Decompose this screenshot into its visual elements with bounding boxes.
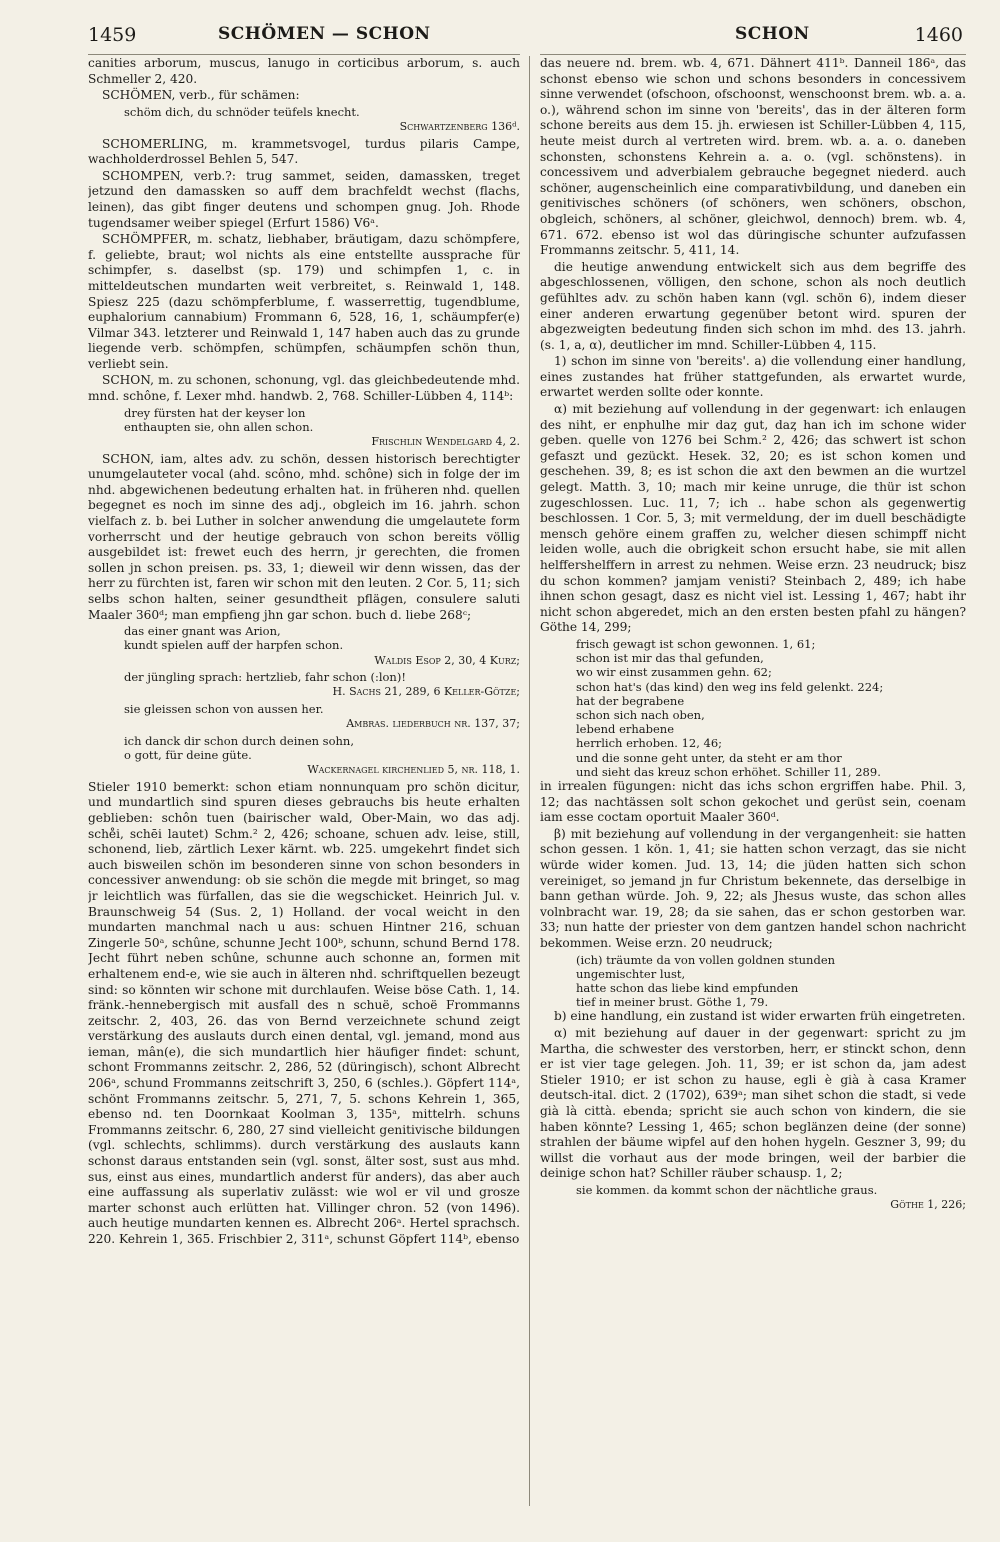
- verse-line: lebend erhabene: [576, 722, 675, 737]
- source-citation: Wackernagel kirchenlied 5, nr. 118, 1.: [307, 763, 520, 777]
- entry-paragraph: Stieler 1910 bemerkt: schon etiam nonnunquam pro schön dicitur, und mundartlich sind spuren dieses gebrauchs bis heute erhalten geblieben: schôn tuen (bairischer wald, Ober-Main, wo das adj. sche̊i, schēi lautet) Schm.² 2, 426; schoane, schuen adv. leise, still, schonend, lieb, zärtlich Lexer kärnt. wb. 225. umgekehrt findet sich auch bisweilen schön im besonderen sinne von schon besonders in concessiver anwendung: ob sie schön die megde mit bringet, so mag jr leichtlich was fürfallen, das sie die wegschicket. Heinrich Jul. v. Braunschweig 54 (Sus. 2, 1) Holland. der vocal weicht in den mundarten manchmal nach u aus: schuen Hintner 216, schuan Zingerle 50ᵃ, schûne, schunne Jecht 100ᵇ, schunn, schund Bernd 178. Jecht führt neben schûne, schunne auch schonne an, formen mit erhaltenem end-e, wie sie auch in älteren nhd. schriftquellen bezeugt sind: so könnten wir schone mit durchlaufen. Weise böse Cath. 1, 14. fränk.-hennebergisch mit ausfall des n schuë, schoë Frommanns zeitschr. 2, 403, 26. das von Bernd verzeichnete schund zeigt verstärkung des auslauts durch einen dental, vgl. jemand, mond aus ieman, mân(e), die sich mundartlich hier häufiger findet: schunt, schont Frommanns zeitschr. 2, 286, 52 (düringisch), schont Albrecht 206ᵃ, schund Frommanns zeitschrift 3, 250, 6 (schles.). Göpfert 114ᵃ, schönt Frommanns zeitschr. 5, 271, 7, 5. schons Kehrein 1, 365, ebenso nd. ten Doornkaat Koolman 3, 135ᵃ, mittelrh. schuns Frommanns zeitschr. 6, 280, 27 sind vielleicht genitivische bildungen (vgl. schlechts, schlimms). durch verstärkung des auslauts kann schonst daraus entstanden sein (vgl. sonst, älter sost, sust aus mhd. sus, einst aus eines, mundartlich anderst für anders), das aber auch eine auffassung als superlativ zulässt: wie wol er vil und grosze marter schonst auch erlütten hat. Villinger chron. 52 (von 1496). auch heutige mundarten kennen es. Albrecht 206ᵃ. Hertel sprachsch. 220. Kehrein 1, 365. Frischbier 2, 311ᵃ, schunst Göpfert 114ᵇ, ebenso: [88, 779, 520, 1247]
- verse-line: tief in meiner brust. Göthe 1, 79.: [576, 995, 769, 1010]
- source-citation: Schwartzenberg 136ᵈ.: [399, 119, 520, 133]
- left-column: [88, 56, 520, 1516]
- verse-line: drey fürsten hat der keyser lon: [124, 405, 306, 420]
- verse-line: und die sonne geht unter, da steht er am thor: [576, 750, 842, 765]
- verse-line: hat der begrabene: [576, 693, 685, 708]
- verse-line: sie kommen. da kommt schon der nächtliche graus.: [576, 1182, 878, 1197]
- entry-paragraph: das neuere nd. brem. wb. 4, 671. Dähnert 411ᵇ. Danneil 186ᵃ, das schonst ebenso wie schon und schons besonders in concessivem sinne verwendet (ofschoon, ofschoonst, wenschoonst brem. wb. a. a. o.), während schon im sinne von 'bereits', das in der älteren form schone bereits aus dem 15. jh. erwiesen ist Schiller-Lübben 4, 115, heute meist durch al vertreten wird. brem. wb. a. a. o. daneben schonsten, schonstens Kehrein a. a. o. (vgl. schönstens). in concessivem und adverbialem gebrauche begegnet niederd. auch schöner, augenscheinlich eine comparativbildung, und daneben ein genitivisches schöners (of schöners, wen schöners, obschon, obgleich, schöners, al schöner, gleichwol, dennoch) brem. wb. 4, 671. 672. ebenso ist wol das düringische schunter aufzufassen Frommanns zeitschr. 5, 411, 14.: [540, 56, 966, 258]
- right-page-number: 1460: [914, 24, 963, 46]
- entry-paragraph: SCHOMPEN, verb.?: trug sammet, seiden, damassken, treget jetzund den damassken so auff dem brachfeldt wechst (flachs, leinen), das gibt finger deutens und schompen gnug. Joh. Rhode tugendsamer weiber spiegel (Erfurt 1586) V6ᵃ.: [88, 168, 520, 230]
- entry-paragraph: SCHON, iam, altes adv. zu schön, dessen historisch berechtigter unumgelauteter vocal (ahd. scôno, mhd. schône) sich in folge der im nhd. abgewichenen bedeutung erhalten hat. in früheren nhd. quellen begegnet es noch im sinne des adj., obgleich im 16. jahrh. schon vielfach z. b. bei Luther in solcher anwendung die umgelautete form vorherrscht und der heutige gebrauch von schon bereits völlig ausgebildet ist: frewet euch des herrn, jr gerechten, die fromen sollen jn schon preisen. ps. 33, 1; dieweil wir denn wissen, das der herr zu fürchten ist, faren wir schon mit den leuten. 2 Cor. 5, 11; sich selbs schon halten, seiner gesundtheit pflägen, consulere saluti Maaler 360ᵈ; man empfieng jhn gar schon. buch d. liebe 268ᶜ;: [88, 451, 520, 622]
- entry-paragraph: β) mit beziehung auf vollendung in der vergangenheit: sie hatten schon gessen. 1 kön. 1, 41; sie hatten schon verzagt, das sie nicht würde wider komen. Jud. 13, 14; die jüden hatten sich schon vereiniget, so jemand jn fur Christum bekennete, das derselbige in bann gethan würde. Joh. 9, 22; als Jhesus wuste, das schon alles volnbracht war. 19, 28; da sie sahen, das er schon gestorben war. 33; nun hatte der priester von dem gantzen handel schon nachricht bekommen. Weise erzn. 20 neudruck;: [540, 826, 966, 950]
- verse-line: enthaupten sie, ohn allen schon.: [124, 419, 314, 434]
- entry-paragraph: die heutige anwendung entwickelt sich aus dem begriffe des abgeschlossenen, völligen, den schone, schon als noch deutlich gefühltes adv. zu schön haben kann (vgl. schön 6), indem dieser einer anderen erwartung gegenüber betont wird. spuren der abgezweigten bedeutung finden sich schon im mhd. des 13. jahrh. (s. 1, a, α), deutlicher im mnd. Schiller-Lübben 4, 115.: [540, 259, 966, 352]
- verse-line: o gott, für deine güte.: [124, 748, 252, 762]
- verse-line: ungemischter lust,: [576, 966, 686, 981]
- verse-line: hatte schon das liebe kind empfunden: [576, 980, 799, 995]
- entry-paragraph: SCHOMERLING, m. krammetsvogel, turdus pilaris Campe, wachholderdrossel Behlen 5, 547.: [88, 136, 520, 167]
- entry-paragraph: SCHÖMPFER, m. schatz, liebhaber, bräutigam, dazu schömpfere, f. geliebte, braut; wol nichts als eine entstellte aussprache für schimpfer, s. daselbst (sp. 179) und schimpfen 1, c. in mitteldeutschen mundarten weit verbreitet, s. Reinwald 1, 148. Spiesz 225 (dazu schömpferblume, f. wasserrettig, tugendblume, euphalorium cannabium) Frommann 6, 528, 16, 1, schäumpfer(e) Vilmar 343. letzterer und Reinwald 1, 147 haben auch das zu grunde liegende verb. schömpfen, schümpfen, schäumpfen schön thun, verliebt sein.: [88, 232, 520, 371]
- column-divider: [529, 56, 530, 1506]
- verse-line: sie gleissen schon von aussen her.: [124, 702, 324, 716]
- entry-paragraph: b) eine handlung, ein zustand ist wider erwarten früh eingetreten.: [554, 1009, 966, 1024]
- source-citation: Frischlin Wendelgard 4, 2.: [371, 435, 520, 449]
- verse-line: kundt spielen auff der harpfen schon.: [124, 638, 344, 653]
- left-page-number: 1459: [88, 24, 137, 46]
- entry-paragraph: canities arborum, muscus, lanugo in corticibus arborum, s. auch Schmeller 2, 420.: [88, 56, 520, 86]
- verse-line: das einer gnant was Arion,: [124, 624, 281, 639]
- source-citation: Ambras. liederbuch nr. 137, 37;: [346, 717, 520, 731]
- verse-line: (ich) träumte da von vollen goldnen stunden: [576, 952, 836, 967]
- verse-line: schöm dich, du schnöder teüfels knecht.: [124, 104, 360, 119]
- source-citation: H. Sachs 21, 289, 6 Keller-Götze;: [332, 685, 520, 699]
- verse-line: der jüngling sprach: hertzlieb, fahr schon (:lon)!: [124, 670, 406, 685]
- entry-paragraph: in irrealen fügungen: nicht das ichs schon ergriffen habe. Phil. 3, 12; das nachtässen solt schon gekochet und gerüst sein, coenam iam esse coctam oportuit Maaler 360ᵈ.: [540, 779, 966, 825]
- verse-line: ich danck dir schon durch deinen sohn,: [124, 733, 354, 748]
- entry-paragraph: α) mit beziehung auf vollendung in der gegenwart: ich enlaugen des niht, er enphulhe mir daȥ gut, daȥ han ich im schone wider geben. quelle von 1276 bei Schm.² 2, 426; das schwert ist schon gefaszt und gezückt. Hesek. 32, 20; es ist schon komen und geschehen. 39, 8; es ist schon die axt den bewmen an die wurtzel gelegt. Matth. 3, 10; mach mir keine unruge, die thür ist schon zugeschlossen. Luc. 11, 7; ich .. habe schon als gegenwertig beschlossen. 1 Cor. 5, 3; mit vermeldung, der im duell beschädigte mensch gehöre einem graffen zu, welcher diesen schimpff nicht leiden wolle, auch die obrigkeit schon ersucht habe, sie mit allen helffershelffern in arrest zu nehmen. Weise erzn. 23 neudruck; bisz du schon kommen? jamjam venisti? Steinbach 2, 489; ich habe ihnen schon gesagt, dasz es nicht viel ist. Lessing 1, 467; habt ihr nicht schon abgeredet, mich an den ersten besten pfahl zu hängen? Göthe 14, 299;: [540, 402, 966, 635]
- entry-paragraph: SCHON, m. zu schonen, schonung, vgl. das gleichbedeutende mhd. mnd. schône, f. Lexer mhd. handwb. 2, 768. Schiller-Lübben 4, 114ᵇ:: [88, 373, 520, 404]
- right-header-keyword: SCHON: [735, 24, 810, 44]
- verse-line: und sieht das kreuz schon erhöhet. Schiller 11, 289.: [576, 764, 881, 779]
- verse-line: frisch gewagt ist schon gewonnen. 1, 61;: [576, 636, 816, 651]
- verse-line: herrlich erhoben. 12, 46;: [576, 736, 723, 751]
- left-header-rule: [88, 54, 520, 55]
- source-citation: Waldis Esop 2, 30, 4 Kurz;: [374, 653, 520, 667]
- left-running-header: [88, 22, 518, 54]
- entry-paragraph: SCHÖMEN, verb., für schämen:: [102, 88, 300, 103]
- right-running-header: [535, 22, 963, 54]
- source-citation: Göthe 1, 226;: [890, 1198, 966, 1212]
- verse-line: schon hat's (das kind) den weg ins feld gelenkt. 224;: [576, 679, 884, 694]
- right-column: [540, 56, 966, 1516]
- verse-line: schon ist mir das thal gefunden,: [576, 651, 764, 666]
- verse-line: wo wir einst zusammen gehn. 62;: [576, 665, 772, 680]
- verse-line: schon sich nach oben,: [576, 707, 705, 722]
- entry-paragraph: α) mit beziehung auf dauer in der gegenwart: spricht zu jm Martha, die schwester des verstorben, herr, er stinckt schon, denn er ist vier tage gelegen. Joh. 11, 39; er ist schon da, jam adest Stieler 1910; er ist schon zu hause, egli è già à casa Kramer deutsch-ital. dict. 2 (1702), 639ᵃ; man sihet schon die stadt, si vede già là città. ebenda; spricht sie auch schon von kindern, die sie haben könnte? Lessing 1, 465; schon beglänzen deine (der sonne) strahlen der bäume wipfel auf den hohen hygeln. Geszner 3, 99; du willst die vorhaut aus der mode bringen, weil der barbier die deinige schon hat? Schiller räuber schausp. 1, 2;: [540, 1025, 966, 1181]
- left-header-keyword: SCHÖMEN — SCHON: [218, 24, 431, 44]
- entry-paragraph: 1) schon im sinne von 'bereits'. a) die vollendung einer handlung, eines zustandes hat früher stattgefunden, als erwartet wurde, erwartet werden sollte oder konnte.: [540, 354, 966, 400]
- right-header-rule: [540, 54, 966, 55]
